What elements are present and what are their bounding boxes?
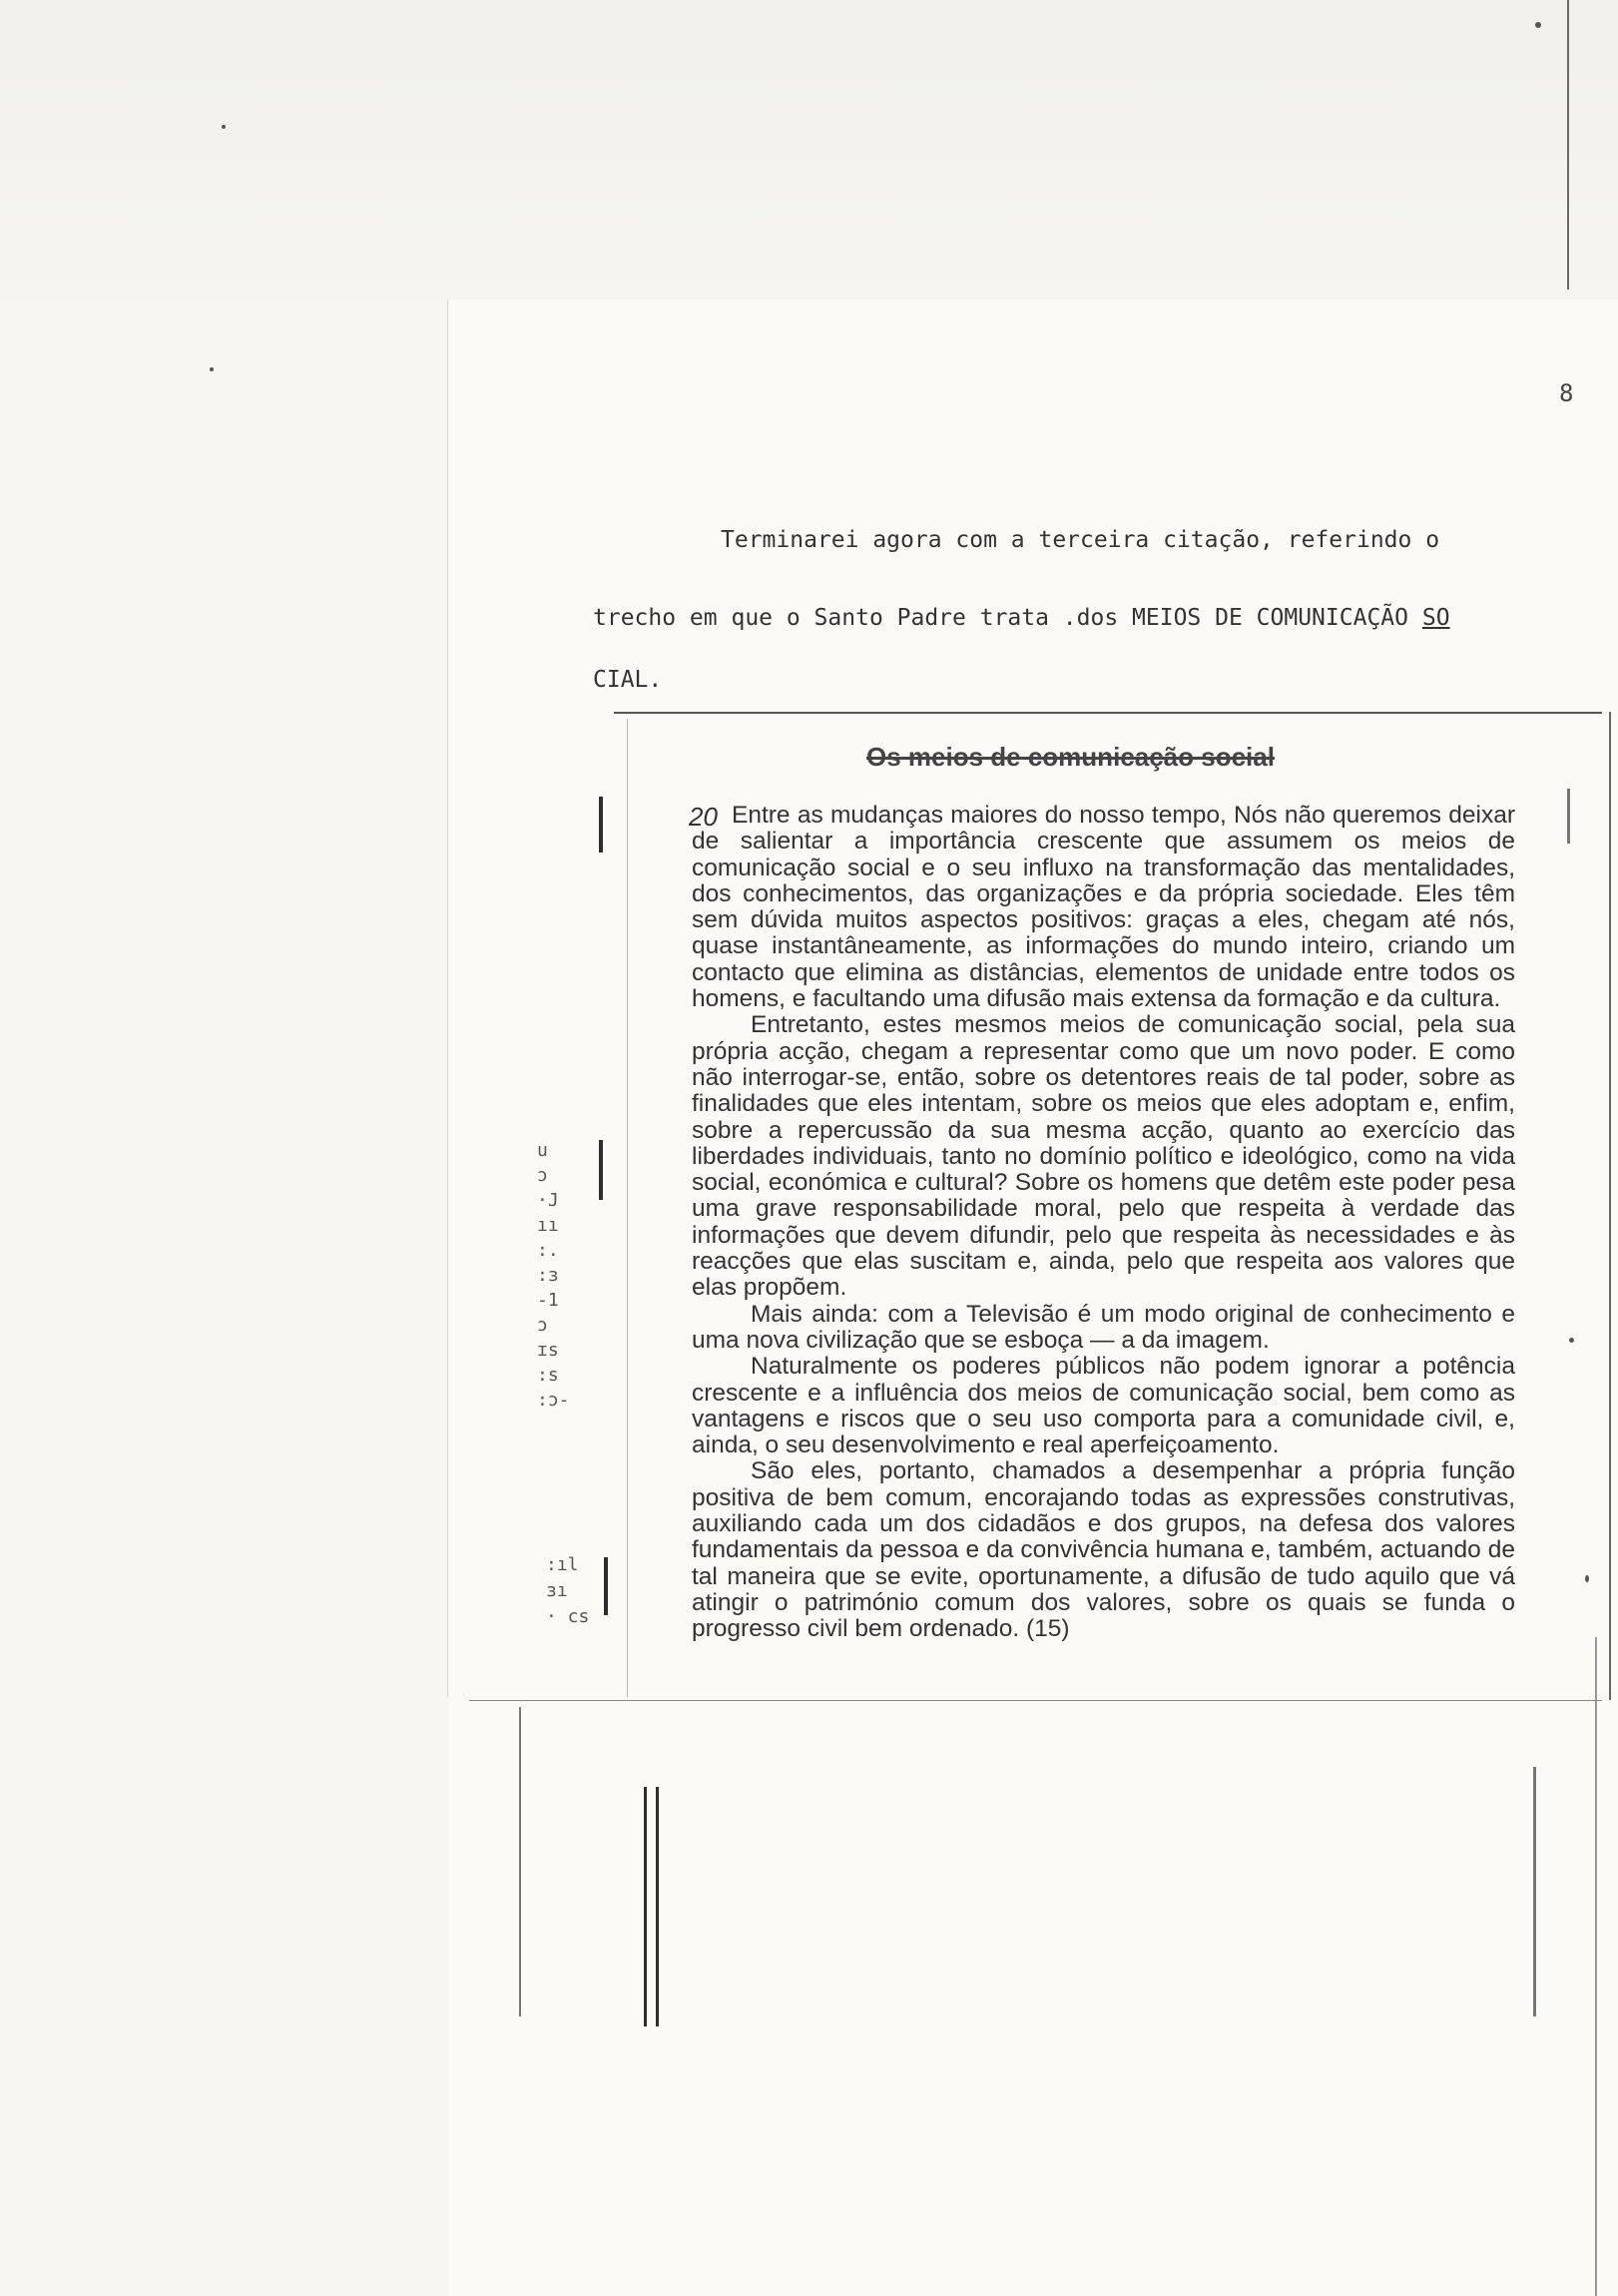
margin-mark-right [1533,1767,1536,2016]
bleed-through-text: u ɔ ·J ıı :. :ɜ -1 ɔ ɪs :s :ɔ- [537,1140,570,1411]
clipping-cut-line [469,1700,1602,1701]
page-fold-line [447,299,448,1697]
intro-line-3: CIAL. [593,667,663,693]
clipping-lower-part [519,1707,1599,2016]
article-paragraph-5: São eles, portanto, chamados a desempenhar a própria função positiva de bem comum, encorajando todas as expressões construtivas, auxiliando cada um dos cidadãos e dos grupos, na defesa dos valores fundamentais da pessoa e da convivência humana e, também, actuando de tal maneira que se evite, oportunamente, a difusão de tudo aquilo que vá atingir o património comum dos valores, sobre os quais se funda o progresso civil bem ordenado. (15) [692,1457,1515,1643]
margin-mark-right [1567,789,1570,844]
margin-mark [599,1140,603,1200]
intro-line-2 [593,605,1450,631]
intro-line-2-underlined: SO [1421,605,1450,631]
clipping-article [692,803,1515,1643]
margin-double-mark [644,1787,659,2026]
margin-mark [599,797,603,853]
background-sheet [0,0,1618,299]
bleed-through-text-lower: :ıl ɜı · cs [546,1554,590,1627]
article-paragraph-1: Entre as mudanças maiores do nosso tempo, Nós não queremos deixar de salientar a importância crescente que assumem os meios de comunicação social e o seu influxo na transformação das mentalidades, dos conhecimentos, das organizações e da própria sociedade. Eles têm sem dúvida muitos aspectos positivos: graças a eles, chegam até nós, quase instantâneamente, as informações do mundo inteiro, criando um contacto que elimina as distâncias, elementos de unidade entre todos os homens, e facultando uma difusão mais extensa da formação e da cultura. [692,802,1515,1013]
article-paragraph-4: Naturalmente os poderes públicos não podem ignorar a potência crescente e a influência dos meios de comunicação social, bem como as vantagens e riscos que o seu uso comporta para a comunidade civil, e, ainda, o seu desenvolvimento e real aperfeiçoamento. [692,1353,1515,1459]
clipping-right-border [1609,712,1611,1700]
margin-mark [604,1557,608,1615]
ink-speck [1569,1338,1574,1343]
ink-speck [1535,22,1541,28]
clipping-left-border [627,719,628,1697]
article-paragraph-3: Mais ainda: com a Televisão é um modo original de conhecimento e uma nova civilização que se esboça — a da imagem. [692,1300,1515,1354]
ink-speck [210,367,214,371]
article-paragraph-2: Entretanto, estes mesmos meios de comunicação social, pela sua própria acção, chegam a representar como que um novo poder. E como não interrogar-se, então, sobre os detentores reais de tal poder, sobre as finalidades que eles intentam, sobre os meios que eles adoptam e, enfim, sobre a repercussão da sua mesma acção, quanto ao exercício das liberdades individuais, tanto no domínio político e ideológico, como na vida social, económica e cultural? Sobre os homens que detêm este poder pesa uma grave responsabilidade moral, pelo que respeita à verdade das informações que devem difundir, pelo que respeita às necessidades e às reacções que elas suscitam e, ainda, pelo que respeita aos valores que elas propõem. [692,1011,1515,1302]
clipping-heading: Os meios de comunicação social [866,742,1275,772]
page-edge-line [1567,0,1569,289]
ink-speck [222,125,226,129]
intro-line-1: Terminarei agora com a terceira citação, referindo o [721,527,1440,553]
ink-speck [1585,1575,1589,1582]
page-number: 8 [1559,379,1574,407]
article-number: 20 [689,802,718,832]
intro-line-2-text: trecho em que o Santo Padre trata .dos MEIOS DE COMUNICAÇÃO [593,605,1422,631]
